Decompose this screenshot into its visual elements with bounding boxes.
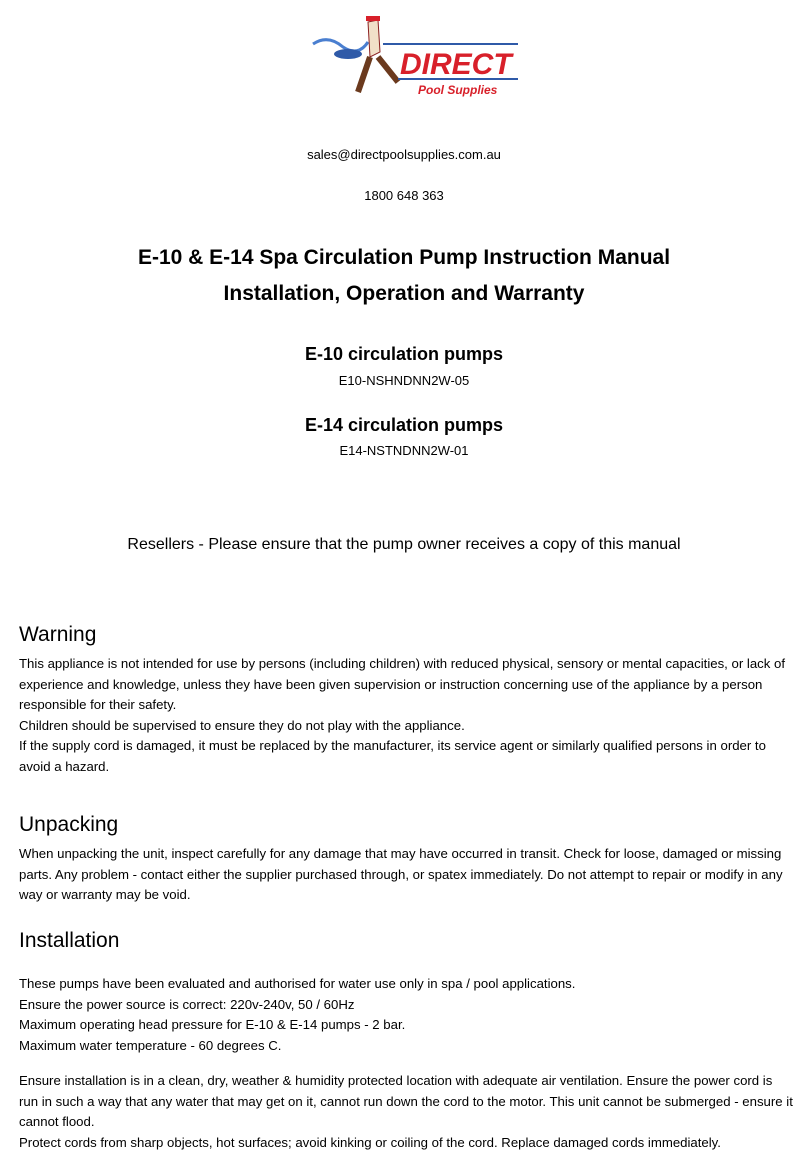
paragraph: Children should be supervised to ensure they do not play with the appliance.	[19, 717, 465, 733]
logo-brand: DIRECT	[400, 48, 512, 81]
unpacking-heading: Unpacking	[19, 813, 119, 836]
paragraph: Protect cords from sharp objects, hot surfaces; avoid kinking or coiling of the cord. Replace damaged cords immediately.	[19, 1134, 721, 1150]
installation-heading: Installation	[19, 929, 120, 952]
logo-tagline: Pool Supplies	[418, 83, 498, 97]
direct-pool-supplies-logo	[308, 12, 523, 104]
model-code: E10-NSHNDNN2W-05	[338, 373, 470, 388]
title-line1: E-10 & E-14 Spa Circulation Pump Instruction Manual	[137, 246, 671, 269]
model-code: E14-NSTNDNN2W-01	[339, 443, 469, 458]
paragraph: These pumps have been evaluated and authorised for water use only in spa / pool applications.	[19, 976, 576, 991]
contact-email[interactable]: sales@directpoolsupplies.com.au	[307, 147, 501, 162]
paragraph: Maximum water temperature - 60 degrees C.	[19, 1037, 282, 1053]
unpacking-text	[19, 844, 794, 906]
paragraph: If the supply cord is damaged, it must be replaced by the manufacturer, its service agent or similarly qualified persons in order to avoid a hazard.	[19, 738, 766, 774]
paragraph: Ensure installation is in a clean, dry, weather & humidity protected location with adequate air ventilation. Ensure the power cord is run in such a way that any water that may get on it, cannot run down the cord to the motor. This unit cannot be submerged - ensure it cannot flood.	[19, 1073, 793, 1129]
paragraph: Ensure the power source is correct: 220v-240v, 50 / 60Hz	[19, 996, 355, 1012]
model-heading: E-14 circulation pumps	[304, 415, 504, 435]
paragraph: This appliance is not intended for use by persons (including children) with reduced physical, sensory or mental capacities, or lack of experience and knowledge, unless they have been given supervision or instruction concerning use of the appliance by a person responsible for their safety.	[19, 656, 786, 712]
warning-text	[19, 654, 794, 777]
model-heading: E-10 circulation pumps	[304, 344, 504, 364]
resellers-note: Resellers - Please ensure that the pump owner receives a copy of this manual	[127, 536, 681, 553]
installation-text-2	[19, 1071, 794, 1153]
warning-heading: Warning	[19, 623, 97, 646]
contact-phone: 1800 648 363	[364, 188, 444, 203]
paragraph: Maximum operating head pressure for E-10 & E-14 pumps - 2 bar.	[19, 1017, 406, 1032]
installation-text	[19, 974, 794, 1056]
title-line2: Installation, Operation and Warranty	[223, 282, 585, 305]
paragraph: When unpacking the unit, inspect carefully for any damage that may have occurred in transit. Check for loose, damaged or missing parts. Any problem - contact either the supplier purchased through, or spatex immediately. Do not attempt to repair or modify in any way or warranty may be void.	[19, 846, 783, 902]
